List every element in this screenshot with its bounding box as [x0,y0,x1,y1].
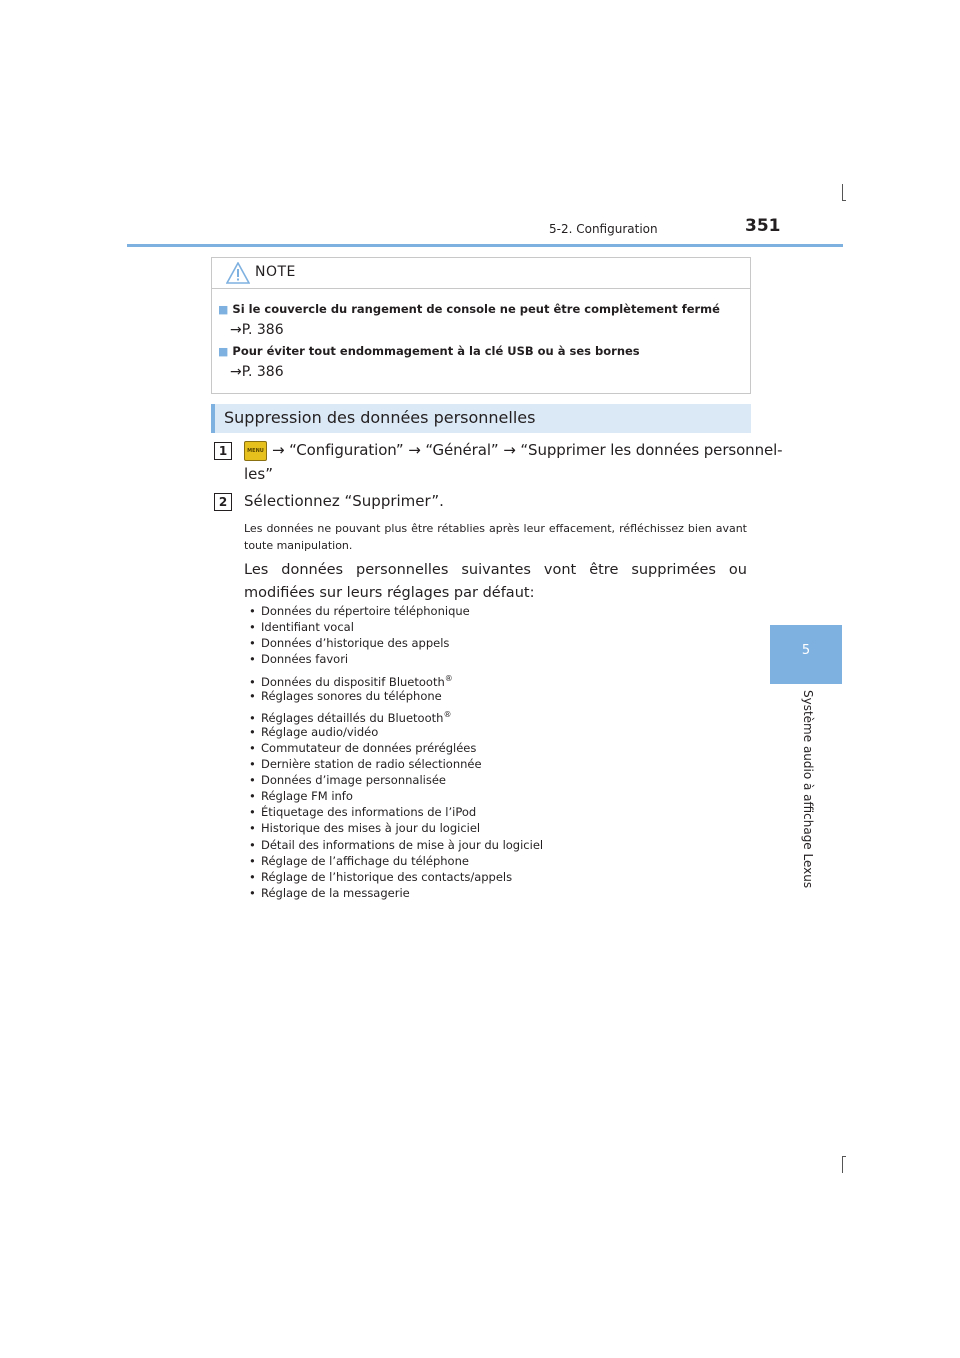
list-item: • Commutateur de données préréglées [249,740,477,755]
crop-mark-top-foot [842,200,846,201]
list-item: • Données favori [249,652,349,667]
note-title: NOTE [255,264,296,280]
section-heading-bar [211,404,751,433]
note-item-heading: ■ Pour éviter tout endommagement à la clé USB ou à ses bornes [218,344,640,358]
crop-mark-bottom [842,1156,843,1173]
note-item-reference[interactable]: →P. 386 [230,322,284,338]
note-item-reference[interactable]: →P. 386 [230,364,284,380]
step-number-2: 2 [214,493,232,511]
step-number-1: 1 [214,442,232,460]
warning-triangle-icon [226,262,250,284]
list-item: • Identifiant vocal [249,620,354,635]
list-item: • Réglages sonores du téléphone [249,688,442,703]
list-item: • Réglages détaillés du Bluetooth® [249,710,452,726]
crop-mark-top [842,184,843,201]
registered-mark: ® [444,674,453,684]
caution-text: Les données ne pouvant plus être rétablies après leur effacement, réfléchissez bien avant toute manipulation. [244,522,747,552]
list-item: • Réglage de l’affichage du téléphone [249,853,469,868]
header-rule [127,244,843,247]
list-item: • Réglage de la messagerie [249,885,410,900]
list-item: • Réglage audio/vidéo [249,724,379,739]
step-2-text: Sélectionnez “Supprimer”. [244,492,444,510]
chapter-title: Système audio à affichage Lexus [801,690,815,889]
chapter-number: 5 [801,643,811,658]
list-item: • Réglage de l’historique des contacts/appels [249,869,513,884]
note-box [211,257,751,394]
square-bullet-icon: ■ [218,345,229,358]
note-header [212,258,750,289]
list-item: • Détail des informations de mise à jour du logiciel [249,837,544,852]
list-item: • Données d’historique des appels [249,636,450,651]
list-item: • Dernière station de radio sélectionnée [249,757,482,772]
registered-mark: ® [443,710,452,720]
step-1-text-continuation: les” [244,465,273,483]
list-item: • Données du dispositif Bluetooth® [249,674,453,690]
running-header-section: 5-2. Configuration [549,222,658,236]
section-title: Suppression des données personnelles [224,408,536,427]
crop-mark-bottom-foot [842,1156,846,1157]
note-item-heading: ■ Si le couvercle du rangement de console ne peut être complètement fermé [218,302,720,316]
page-number: 351 [745,216,781,236]
deleted-data-list [249,603,543,901]
list-item: • Données d’image personnalisée [249,773,446,788]
step-1-text: → “Configuration” → “Général” → “Supprimer les données personnel- [272,441,783,459]
intro-text: Les données personnelles suivantes vont être supprimées ou modifiées sur leurs réglages par défaut: [244,562,747,601]
square-bullet-icon: ■ [218,303,229,316]
menu-button-icon: MENU [244,441,267,461]
list-item: • Données du répertoire téléphonique [249,604,470,618]
list-item: • Historique des mises à jour du logiciel [249,821,481,836]
list-item: • Réglage FM info [249,789,353,804]
chapter-tab [770,625,842,684]
list-item: • Étiquetage des informations de l’iPod [249,805,477,820]
